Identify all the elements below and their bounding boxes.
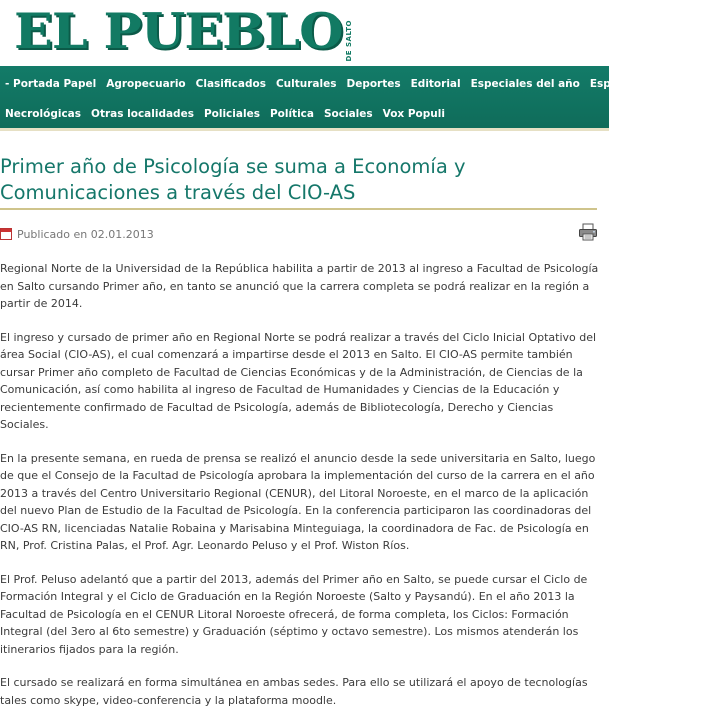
masthead <box>0 0 609 66</box>
title-divider <box>0 208 597 210</box>
article-paragraph: El ingreso y cursado de primer año en Regional Norte se podrá realizar a través del Ciclo Inicial Optativo del área Social (CIO-AS), el cual comenzará a impartirse desde el 2013 en Salto. El CIO-AS permite también cursar Primer año completo de Facultad de Ciencias Económicas y de la Administración, de Ciencias de la Comunicación, así como habilita al ingreso de Facultad de Humanidades y Ciencias de la Educación y recientemente confirmado de Facultad de Psicología, además de Bibliotecología, Derecho y Ciencias Sociales. <box>0 330 597 431</box>
nav-row-secondary <box>0 103 450 125</box>
print-icon[interactable] <box>578 223 598 241</box>
nav-item-vox-populi[interactable]: Vox Populi <box>382 108 445 120</box>
nav-item-especiales-semana[interactable]: Especiales Semana <box>589 78 703 90</box>
nav-item-otras-localidades[interactable]: Otras localidades <box>91 108 194 120</box>
nav-divider <box>0 128 609 131</box>
nav-item-necrologicas[interactable]: Necrológicas <box>5 108 82 120</box>
article-paragraph: El cursado se realizará en forma simultánea en ambas sedes. Para ello se utilizará el apoyo de tecnologías tales como skype, video-conferencia y la plataforma moodle. <box>0 676 588 707</box>
nav-item-especiales-del-ano[interactable]: Especiales del año <box>470 78 580 90</box>
nav-item-policiales[interactable]: Policiales <box>203 108 260 120</box>
article-body <box>0 260 600 725</box>
nav-item-deportes[interactable]: Deportes <box>346 78 401 90</box>
nav-item-portada-papel[interactable]: - Portada Papel <box>5 78 97 90</box>
nav-item-agropecuario[interactable]: Agropecuario <box>106 78 186 90</box>
main-nav <box>0 66 703 128</box>
logo-text: EL PUEBLO <box>14 3 343 61</box>
calendar-icon <box>0 228 12 240</box>
logo-subtext: DE SALTO <box>344 20 353 62</box>
article-paragraph: En la presente semana, en rueda de prensa se realizó el anuncio desde la sede universitaria en Salto, luego de que el Consejo de la Facultad de Psicología aprobara la implementación del curso de la carrera en el año 2013 a través del Centro Universitario Regional (CENUR), del Litoral Noroeste, en el marco de la aplicación del nuevo Plan de Estudio de la Facultad de Psicología. En la conferencia participaron las coordinadoras del CIO-AS RN, licenciadas Natalie Robaina y Marisabina Minteguiaga, la coordinadora de Fac. de Psicología en RN, Prof. Cristina Palas, el Prof. Agr. Leonardo Peluso y el Prof. Wiston Ríos. <box>0 451 596 552</box>
nav-row-primary <box>0 73 708 95</box>
nav-item-editorial[interactable]: Editorial <box>410 78 461 90</box>
nav-item-clasificados[interactable]: Clasificados <box>195 78 266 90</box>
article-title: Primer año de Psicología se suma a Economía y Comunicaciones a través del CIO-AS <box>0 155 466 204</box>
nav-item-politica[interactable]: Política <box>269 108 314 120</box>
article-meta <box>0 226 154 242</box>
published-date: Publicado en 02.01.2013 <box>17 227 154 241</box>
article-paragraph: Regional Norte de la Universidad de la República habilita a partir de 2013 al ingreso a Facultad de Psicología en Salto cursando Primer año, en tanto se anunció que la carrera completa se podrá realizar en la región a partir de 2014. <box>0 262 599 310</box>
article-paragraph: El Prof. Peluso adelantó que a partir del 2013, además del Primer año en Salto, se puede cursar el Ciclo de Formación Integral y el Ciclo de Graduación en la Región Noroeste (Salto y Paysandú). En el año 2013 la Facultad de Psicología en el CENUR Litoral Noroeste ofrecerá, de forma completa, los Ciclos: Formación Integral (del 3ero al 6to semestre) y Graduación (séptimo y octavo semestre). Los mismos atenderán los itinerarios fijados para la región. <box>0 572 588 656</box>
nav-item-culturales[interactable]: Culturales <box>275 78 337 90</box>
site-logo[interactable] <box>14 2 353 62</box>
nav-item-sociales[interactable]: Sociales <box>324 108 373 120</box>
